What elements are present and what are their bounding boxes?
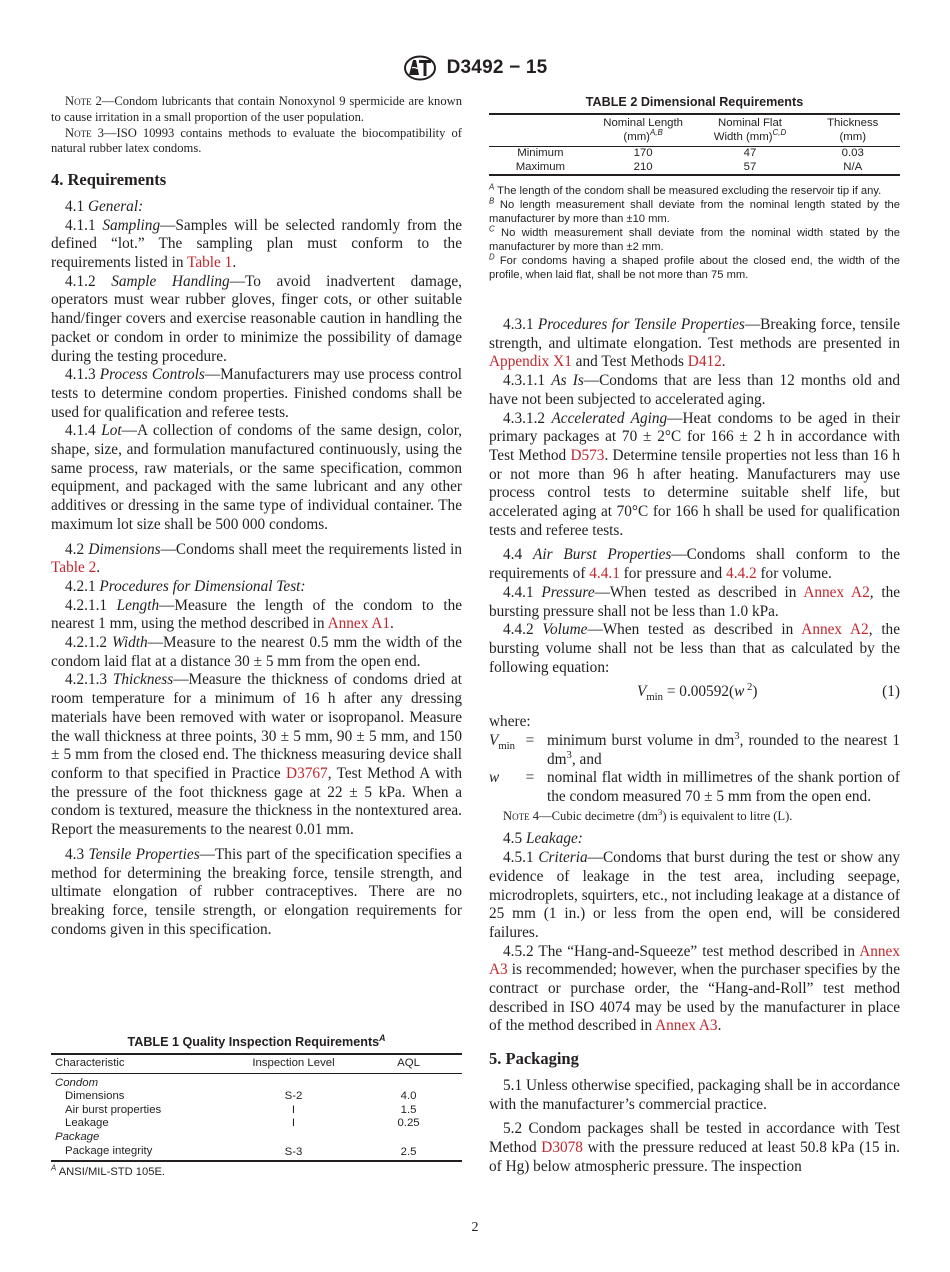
para-4-3-1: 4.3.1 Procedures for Tensile Properties—Breaking force, tensile strength, and ultimate elongation. Test methods are presented in Appendix X1 and Test Methods D412. [489, 316, 901, 371]
table-1-footnote: $^A$ ANSI/MIL-STD 105E. [51, 1163, 166, 1179]
para-4-1-2: 4.1.2 Sample Handling—To avoid inadvertent damage, operators must wear rubber gloves, finger cots, or other suitable hand/finger covers and exercise reasonable caution in handling the packet or condom in order to minimize the possibility of damage during the testing procedure. [51, 272, 463, 365]
table-2-title: TABLE 2 Dimensional Requirements [585, 95, 804, 109]
para-4-2-1: 4.2.1 Procedures for Dimensional Test: [65, 577, 306, 595]
table-1-group: Condom [55, 1076, 99, 1089]
para-4-3-1-2: 4.3.1.2 Accelerated Aging—Heat condoms to be aged in their primary packages at 70 ± 2°C for 166 ± 2 h in accordance with Test Method D573. Determine tensile properties not less than 16 h or not more than 96 h after heating. Manufacturers may use process control tests to determine suitable shelf life, but accelerated aging at 70°C for 166 h shall be used for qualification tests and referee tests. [489, 409, 900, 539]
table-2-footnote: $^A$ The length of the condom shall be measured excluding the reservoir tip if any. [489, 182, 882, 198]
link-annex-a2[interactable]: Annex A2 [801, 621, 869, 639]
para-4-1-1: 4.1.1 Sampling—Samples will be selected randomly from the defined “lot.” The sampling plan must conform to the requirements listed in Table 1. [51, 216, 463, 271]
para-4-2-1-1: 4.2.1.1 Length—Measure the length of the condom to the nearest 1 mm, using the method described in Annex A1. [51, 596, 463, 633]
para-4-4: 4.4 Air Burst Properties—Condoms shall conform to the requirements of 4.4.1 for pressure and 4.4.2 for volume. [489, 546, 900, 583]
para-5-2: 5.2 Condom packages shall be tested in accordance with Test Method D3078 with the pressure reduced at least 50.8 kPa (15 in. of Hg) below atmospheric pressure. The inspection [489, 1120, 900, 1175]
para-4-5-2: 4.5.2 The “Hang-and-Squeeze” test method described in Annex A3 is recommended; however, when the purchaser specifies by the contract or purchase order, the “Hang-and-Roll” test method described in ISO 4074 may be used by the manufacturer in place of the method described in Annex A3. [489, 942, 900, 1035]
table-1-header: Inspection Level [232, 1054, 355, 1073]
link-annex-a1[interactable]: Annex A1 [327, 615, 391, 633]
left-column [51, 94, 462, 939]
note-4: Note 4—Cubic decimetre $(dm^3)$ is equivalent to litre (L). [503, 806, 793, 823]
link-annex-a3[interactable]: Annex A3 [489, 942, 900, 979]
table-row: Minimum 170 47 0.03 [517, 147, 864, 160]
para-4-5-1: 4.5.1 Criteria—Condoms that burst during the test or show any evidence of leakage in the test area, including seepage, microdroplets, squirters, etc., not including leakage at a distance of 25 mm (1 in.) or less from the open end, will be considered failures. [489, 849, 900, 941]
table-2-footnote: $^B$ No length measurement shall deviate from the nominal length stated by the manufacturer by more than ±10 mm. [489, 196, 900, 226]
para-5-1: 5.1 Unless otherwise specified, packaging shall be in accordance with the manufacturer’s commercial practice. [489, 1076, 900, 1113]
para-4-1: 4.1 General: [65, 197, 144, 215]
para-4-1-3: 4.1.3 Process Controls—Manufacturers may use process control tests to determine condom properties. Finished condoms shall be used for qualification and referee tests. [51, 366, 462, 421]
para-4-2-1-3: 4.2.1.3 Thickness—Measure the thickness of condoms dried at room temperature for a minimum of 16 h after any dressing materials have been removed with water or isopropanol. Measure the wall thickness at three points, 30 ± 5 mm, 90 ± 5 mm, and 150 ± 5 mm from the closed end. The thickness measuring device shall conform to that specified in Practice D3767, Test Method A with the pressure of the foot thickness gage at 22 ± 5 kPa. When a condom is textured, measure the thickness in the nontextured area. Report the measurements to the nearest 0.01 mm. [51, 671, 462, 839]
table-1-grid [51, 1053, 462, 1162]
table-row: Leakage I 0.25 [65, 1117, 420, 1130]
para-4-4-1: 4.4.1 Pressure—When tested as described in Annex A2, the bursting pressure shall not be less than 1.0 kPa. [489, 583, 901, 620]
section-4-heading: 4. Requirements [51, 170, 167, 190]
link-d573[interactable]: D573 [570, 446, 605, 464]
equation-number: (1) [882, 683, 900, 701]
document-id: D3492 − 15 [446, 57, 548, 78]
link-annex-a2[interactable]: Annex A2 [803, 583, 870, 601]
where-definition: w = nominal flat width in millimetres of the shank portion of the condom measured 70 ± 5 mm from the open end. [489, 769, 900, 805]
table-row: Package integrity S-3 2.5 [51, 1145, 462, 1162]
para-4-4-2: 4.4.2 Volume—When tested as described in Annex A2, the bursting volume shall not be less than that as calculated by the following equation: [489, 621, 901, 676]
para-4-2: 4.2 Dimensions—Condoms shall meet the requirements listed in Table 2. [51, 540, 462, 577]
link-d412[interactable]: D412 [687, 353, 722, 371]
section-5-heading: 5. Packaging [489, 1049, 579, 1069]
link-4-4-1[interactable]: 4.4.1 [589, 565, 620, 583]
table-row: Dimensions S-2 4.0 [65, 1090, 417, 1103]
table-1-title: TABLE 1 Quality Inspection Requirements$^A$ [127, 1032, 386, 1049]
note-2: Note 2—Condom lubricants that contain Nonoxynol 9 spermicide are known to cause irritation in a small proportion of the user population. [51, 94, 463, 124]
para-4-3-1-1: 4.3.1.1 As Is—Condoms that are less than 12 months old and have not been subjected to accelerated aging. [489, 372, 901, 408]
equation-1: $V_{min} = 0.00592(w$ $^2$) (1) [489, 683, 900, 707]
table-row: Maximum 210 57 N/A [489, 161, 900, 176]
para-4-5: 4.5 Leakage: [503, 830, 583, 848]
where-definition: $V_{min}$ = minimum burst volume in $dm^3$, rounded to the nearest 1 $dm^3$, and [489, 729, 900, 768]
para-4-2-1-2: 4.2.1.2 Width—Measure to the nearest 0.5 mm the width of the condom laid flat at a distance 30 ± 5 mm from the open end. [51, 634, 462, 670]
table-row: Air burst properties I 1.5 [65, 1103, 417, 1116]
table-1-header: AQL [355, 1054, 462, 1073]
page-header [0, 55, 950, 81]
table-2-footnote: $^C$ No width measurement shall deviate from the nominal width stated by the manufacturer by more than ±2 mm. [489, 224, 900, 254]
table-1 [51, 1032, 462, 1179]
table-2-grid: Nominal Length Nominal Flat Thickness (mm)$^{A,B}$ Width (mm)$^{C,D}$ (mm) Minimum 170 47 0.03 Maximum 210 57 N/A [489, 113, 900, 176]
where-label: where: [489, 713, 531, 731]
table-2-footnote: $^D$ For condoms having a shaped profile about the closed end, the width of the profile, when laid flat, shall be not more than 75 mm. [489, 252, 900, 282]
link-table-2[interactable]: Table 2 [51, 559, 97, 577]
link-d3078[interactable]: D3078 [541, 1138, 583, 1156]
link-d3767[interactable]: D3767 [286, 764, 328, 782]
link-annex-a3[interactable]: Annex A3 [655, 1017, 718, 1035]
table-2 [489, 95, 900, 282]
astm-logo-icon [403, 55, 437, 81]
link-appendix-x1[interactable]: Appendix X1 [489, 353, 572, 371]
right-column [489, 316, 900, 1176]
table-1-header: Characteristic [51, 1054, 232, 1073]
para-4-1-4: 4.1.4 Lot—A collection of condoms of the same design, color, shape, size, and formulation manufactured continuously, using the same process, raw materials, or the same specification, common equipment, and packaged with the same lubricant and any other additives or dressing in the same type of individual container. The maximum lot size shall be 500 000 condoms. [51, 422, 463, 533]
table-1-group: Package [55, 1130, 100, 1143]
page-number: 2 [471, 1220, 479, 1235]
note-3: Note 3—ISO 10993 contains methods to evaluate the biocompatibility of natural rubber latex condoms. [51, 125, 462, 156]
link-4-4-2[interactable]: 4.4.2 [726, 565, 757, 583]
link-table-1[interactable]: Table 1 [187, 254, 233, 271]
para-4-3: 4.3 Tensile Properties—This part of the specification specifies a method for determining the breaking force, tensile strength, and ultimate elongation of rubber contraceptives. There are no breaking force, tensile strength, or elongation requirements for condoms given in this specification. [51, 845, 462, 938]
